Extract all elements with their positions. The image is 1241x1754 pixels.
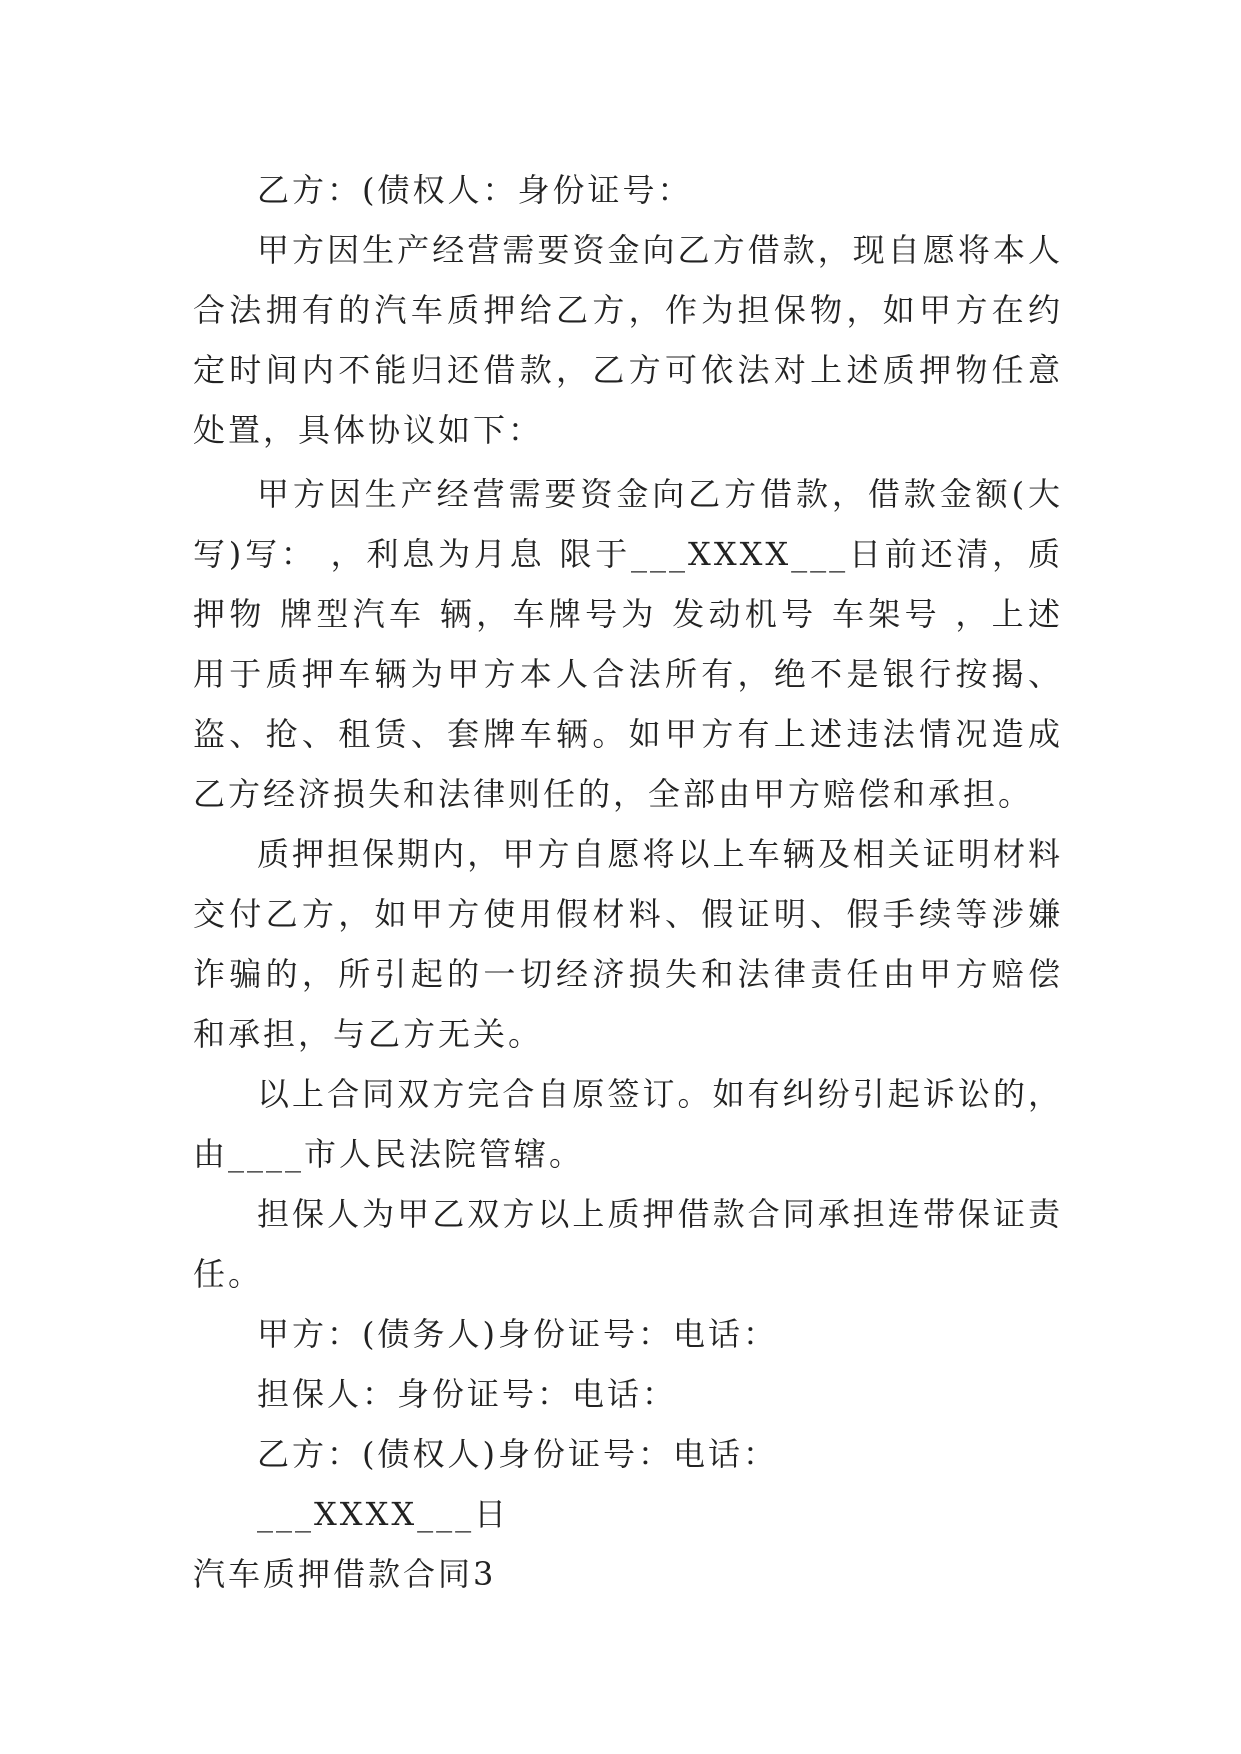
guarantor-paragraph: 担保人为甲乙双方以上质押借款合同承担连带保证责任。 (193, 1195, 1063, 1293)
loan-intro-paragraph: 甲方因生产经营需要资金向乙方借款，现自愿将本人合法拥有的汽车质押给乙方，作为担保物，如甲方在约定时间内不能归还借款，乙方可依法对上述质押物任意处置，具体协议如下： (193, 231, 1063, 449)
document-body (193, 160, 1063, 1604)
date-line: ___XXXX___日 (257, 1495, 510, 1533)
creditor-line: 乙方：(债权人：身份证号： (257, 171, 693, 209)
creditor-signature-line: 乙方：(债权人)身份证号：电话： (257, 1435, 778, 1473)
guarantor-signature-line: 担保人：身份证号：电话： (257, 1375, 678, 1413)
pledge-period-paragraph: 质押担保期内，甲方自愿将以上车辆及相关证明材料交付乙方，如甲方使用假材料、假证明、假手续等涉嫌诈骗的，所引起的一切经济损失和法律责任由甲方赔偿和承担，与乙方无关。 (193, 835, 1063, 1053)
jurisdiction-paragraph: 以上合同双方完合自原签订。如有纠纷引起诉讼的，由____市人民法院管辖。 (193, 1075, 1063, 1173)
loan-terms-paragraph: 甲方因生产经营需要资金向乙方借款，借款金额(大写)写： ，利息为月息 限于___XXXX___日前还清，质押物 牌型汽车 辆，车牌号为 发动机号 车架号 ，上述用于质押车辆为甲方本人合法所有，绝不是银行按揭、盗、抢、租赁、套牌车辆。如甲方有上述违法情况造成乙方经济损失和法律则任的，全部由甲方赔偿和承担。 (193, 475, 1063, 813)
next-contract-title: 汽车质押借款合同3 (193, 1555, 497, 1593)
debtor-signature-line: 甲方：(债务人)身份证号：电话： (257, 1315, 778, 1353)
